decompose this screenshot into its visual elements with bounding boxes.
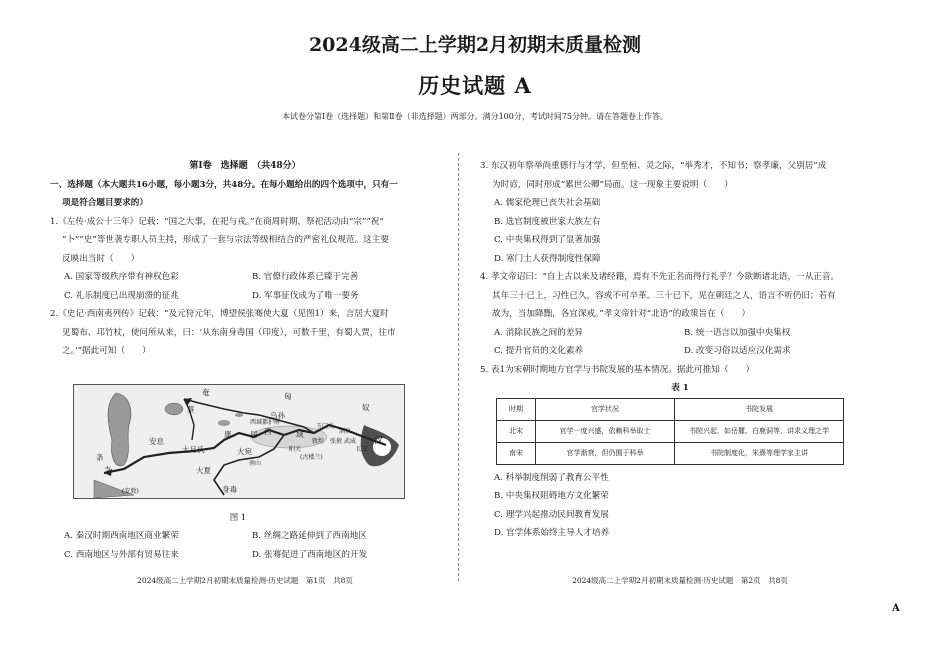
map-label-yan: 奄 [202,388,210,397]
map-label-dawan: 大宛 [237,447,252,456]
table-row [497,442,844,464]
q4-options-row1 [480,324,880,343]
table-cell: 书院制度化，朱熹等理学家主讲 [675,442,844,464]
q2-option-c[interactable]: C. 西南地区与外部有贸易往来 [64,549,179,560]
page-footer-left: 2024级高二上学期2月初期末质量检测·历史试题 第1页 共8页 [137,576,353,585]
q2-options-row2 [50,546,440,565]
map-label-changan: 长安 [356,446,369,453]
q1-option-d[interactable]: D. 军事征伐成为了唯一要务 [252,290,359,301]
map-label-shendu: 身毒 [222,485,237,494]
q5-option-d[interactable]: D. 官学体系始终主导人才培养 [494,528,610,538]
q1-line2: “卜”“史”等世袭专职人员主持，形成了一套与宗法等级相结合的严密礼仪规范。这主要 [62,235,389,245]
map-label-zhi: 支 [104,465,112,474]
q1-line1: 1.《左传·成公十三年》记载：“国之大事，在祀与戎。”在商周时期，祭祀活动由“宗”“祝” [50,216,384,227]
q4-options-row2 [480,342,880,361]
q3-option-c[interactable]: C. 中央集权得到了显著加强 [494,235,601,245]
q5-option-c[interactable]: C. 理学兴起推动民间教育发展 [494,509,609,520]
q3-option-d[interactable]: D. 寒门士人获得制度性保障 [494,253,601,264]
map-label-nanshan: 南山 [249,460,262,467]
map-label-nu: 奴 [362,403,370,412]
q4-line3: 故为，当加降黜，各宜深戒。”孝文帝针对“北语”的政策旨在（ ） [492,309,751,319]
q2-options-row1 [50,527,440,546]
table-1-title: 表 1 [671,383,689,393]
section-title: 第Ⅰ卷 选择题 （共48分） [189,161,301,171]
page-version-letter: A [892,603,900,614]
table-row [497,420,844,442]
table-header-official: 官学状况 [536,398,675,420]
q5-option-a[interactable]: A. 科举制度削弱了教育公平性 [494,472,609,483]
map-label-kang: 康 [224,430,232,439]
map-label-xi: 西 [264,427,272,436]
exam-note: 本试卷分第Ⅰ卷（选择题）和第Ⅱ卷（非选择题）两部分。满分100分，考试时间75分钟。请在答题卷上作答。 [281,112,669,121]
question-2 [50,305,440,361]
q1-option-c[interactable]: C. 礼乐制度已出现崩溃的征兆 [64,290,179,301]
q4-option-b[interactable]: B. 统一语言以加强中央集权 [684,327,791,338]
question-3 [480,157,880,268]
map-label-xiong: 匈 [284,392,292,401]
q4-line1: 4. 孝文帝诏曰：“自上古以来及诸经籍，焉有不先正名而得行礼乎？今欲断诸北语，一从正音。 [480,272,840,282]
question-1 [50,213,440,306]
q4-option-c[interactable]: C. 提升官员的文化素养 [494,346,584,356]
map-label-tiao: 条 [96,453,104,462]
map-label-daxia: 大夏 [196,466,211,475]
exam-subtitle: 历史试题 A [418,73,532,98]
q3-line1: 3. 东汉初年察举尚重德行与才学，但至桓、灵之际，“举秀才，不知书；察孝廉，父别居”成 [480,161,827,171]
map-label-andun: (安敦) [122,488,139,495]
table-header-period: 时期 [497,398,536,420]
q2-line2: 见蜀布、邛竹杖，使问所从来，曰：‘从东南身毒国（印度），可数千里，有蜀人贾，往市 [62,327,396,338]
q1-option-b[interactable]: B. 官僚行政体系已臻于完善 [252,272,359,282]
map-label-loulan: (古楼兰) [300,454,323,461]
map-label-duhufu: 西域都护府 [250,419,281,426]
q2-line1: 2.《史记·西南夷列传》记载：“及元狩元年，博望侯张骞使大夏（见图1）来，言居大夏时 [50,309,389,319]
table-cell: 官学渐衰，但仍囿于科举 [536,442,675,464]
map-label-dunhuang: 敦煌 [312,438,325,445]
q5-line1: 5. 表1为宋朝时期地方官学与书院发展的基本情况。据此可推知（ ） [480,364,755,375]
q3-line2: 为时谚，同时形成“累世公卿”局面。这一现象主要说明（ ） [492,179,733,190]
table-cell: 北宋 [497,420,536,442]
table-cell: 南宋 [497,442,536,464]
q3-option-a[interactable]: A. 儒家伦理已丧失社会基础 [494,198,601,208]
q4-line2: 其年三十已上，习性已久，容或不可卒革。三十已下，见在朝廷之人，语言不听仍旧；若有 [492,290,836,301]
q4-option-d[interactable]: D. 改变习俗以适应汉化需求 [684,346,791,356]
map-label-ju: 居 [250,430,258,439]
table-header-academy: 书院发展 [675,398,844,420]
q2-line3: 之。’”据此可知（ ） [62,346,151,356]
map-label-anxi: 安息 [149,437,164,446]
column-divider [458,153,459,581]
left-column [50,157,440,361]
instructions-line2: 项是符合题目要求的） [62,198,148,208]
q1-options-row2 [50,287,440,306]
map-label-dayuezhi: 大月氏 [182,445,205,454]
map-label-jiuquan: 酒泉 [339,428,352,435]
table-header-row [497,398,844,420]
silk-road-map [73,384,405,499]
q5-option-b[interactable]: B. 中央集权阻碍地方文化繁荣 [494,491,609,501]
map-label-wusun: 乌孙 [270,411,285,420]
map-label-wuwei: 武威 [344,438,357,445]
page-footer-right: 2024级高二上学期2月初期末质量检测·历史试题 第2页 共8页 [572,576,788,585]
q3-option-b[interactable]: B. 选官制度被世家大族左右 [494,216,601,227]
q2-option-b[interactable]: B. 丝绸之路延伸到了西南地区 [252,531,367,541]
question-5 [480,361,880,543]
q1-option-a[interactable]: A. 国家等级秩序带有神权色彩 [64,272,179,282]
q1-options-row1 [50,268,440,287]
map-label-yangguan: 阳关 [289,446,302,453]
q2-option-a[interactable]: A. 秦汉时期西南地区商业繁荣 [64,531,179,541]
right-column [480,157,880,543]
q2-options [50,527,440,564]
map-label-yu: 域 [296,430,304,439]
figure-1-caption: 图 1 [229,513,247,523]
q2-option-d[interactable]: D. 张骞促进了西南地区的开发 [252,549,368,560]
question-4 [480,268,880,361]
map-label-cai: 蔡 [187,405,195,414]
table-1 [496,398,844,465]
q1-line3: 反映出当时（ ） [62,253,140,264]
table-cell: 书院兴起，如岳麓、白鹿洞等，讲求义理之学 [675,420,844,442]
instructions-line1: 一、选择题（本大题共16小题，每小题3分，共48分。在每小题给出的四个选项中，只有一 [50,179,398,190]
exam-title: 2024级高二上学期2月初期末质量检测 [308,34,642,56]
map-label-zhangye: 张掖 [330,438,343,445]
map-label-han: 汉 [374,436,384,446]
map-label-yumenguan: 玉门关 [316,423,335,430]
table-cell: 官学一度兴盛，依赖科举取士 [536,420,675,442]
q4-option-a[interactable]: A. 消除民族之间的差异 [494,327,584,338]
